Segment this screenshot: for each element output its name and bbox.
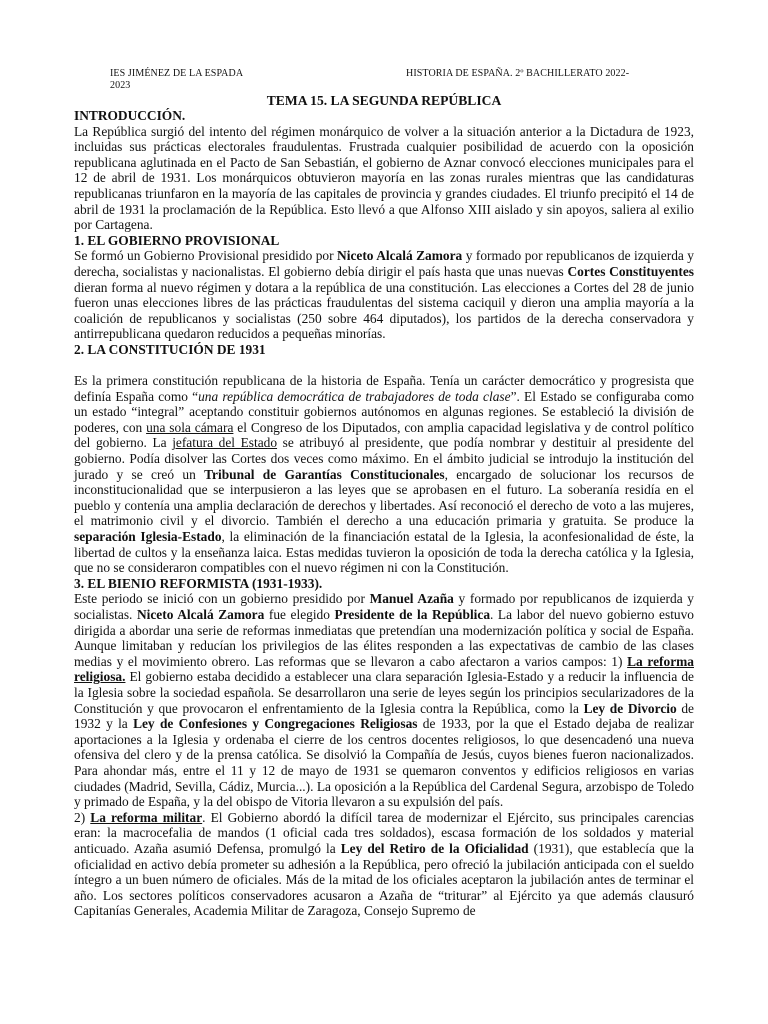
bold-term: separación Iglesia-Estado xyxy=(74,529,222,545)
bold-underlined-term: La reforma religiosa. xyxy=(74,653,694,685)
school-name: IES JIMÉNEZ DE LA ESPADA xyxy=(110,68,244,79)
bold-term: Presidente de la República xyxy=(334,607,491,622)
bold-term: Tribunal de Garantías Constitucionales xyxy=(204,466,445,482)
page-title: TEMA 15. LA SEGUNDA REPÚBLICA xyxy=(266,93,502,108)
paragraph-intro: La República surgió del intento del régimen monárquico de volver a la situación anterior a la Dictadura de 1923, incluidas sus prácticas electorales fraudulentas. Frustrada cualquier posibilidad de acuerdo con la oposición republicana aglutinada en el Pacto de San Sebastián, el gobierno de Aznar convocó elecciones municipales para el 12 de abril de 1931. Los monárquicos obtuvieron mayoría en las zonas rurales mientras que las candidaturas republicanas triunfaron en la mayoría de las capitales de provincia y grandes ciudades. El triunfo precipitó el 14 de abril de 1931 la proclamación de la República. Esto llevó a que Alfonso XIII aislado y sin apoyos, saliera al exilio por Cartagena. xyxy=(74,123,694,233)
paragraph-3b: 2) La reforma militar. El Gobierno abordó la difícil tarea de modernizar el Ejército, sus principales carencias eran: la macrocefalia de mandos (1 oficial cada tres soldados), escasa formación de los soldados y material anticuado. Azaña asumió Defensa, promulgó la Ley del Retiro de la Oficialidad (1931), que establecía que la oficialidad en activo debía prometer su adhesión a la República, pero ofreció la jubilación anticipada con el sueldo íntegro a un buen número de oficiales. Más de la mitad de los oficiales aceptaron la jubilación antes de terminar el año. Los sectores políticos conservadores acusaron a Azaña de “triturar” al Ejército ya que además clausuró Capitanías Generales, Academia Militar de Zaragoza, Consejo Supremo de xyxy=(74,809,694,919)
document-body xyxy=(74,108,694,919)
italic-quote: una república democrática de trabajadores de toda clase xyxy=(198,388,511,404)
underlined-term: jefatura del Estado xyxy=(172,435,278,451)
section-heading-intro: INTRODUCCIÓN. xyxy=(74,108,186,123)
bold-underlined-term: La reforma militar xyxy=(90,809,203,825)
bold-term: Ley de Confesiones y Congregaciones Religiosas xyxy=(133,716,418,732)
section-heading-2: 2. LA CONSTITUCIÓN DE 1931 xyxy=(74,341,266,357)
paragraph-3: Este periodo se inició con un gobierno presidido por Manuel Azaña y formado por republicanos de izquierda y socialistas. Niceto Alcalá Zamora fue elegido Presidente de la República. La labor del nuevo gobierno estuvo dirigida a abordar una serie de reformas inmediatas que pretendían una modernización política y social de España. Aunque limitaban y reducían los privilegios de las élites responden a las expectativas de cambio de las clases medias y el movimiento obrero. Las reformas que se llevaron a cabo afectaron a varios campos: 1) La reforma religiosa. El gobierno estaba decidido a establecer una clara separación Iglesia-Estado y a reducir la influencia de la Iglesia sobre la sociedad española. Se desarrollaron una serie de leyes según los principios secularizadores de la Constitución y que provocaron el enfrentamiento de la Iglesia contra la República, como la Ley de Divorcio de 1932 y la Ley de Confesiones y Congregaciones Religiosas de 1933, por la que el Estado dejaba de realizar aportaciones a la Iglesia y ordenaba el cierre de los centros docentes religiosos, lo que desencadenó una nueva ofensiva del clero y de la prensa católica. Se disolvió la Compañía de Jesús, cuyos bienes fueron nacionalizados. Para ahondar más, entre el 11 y 12 de mayo de 1931 se quemaron conventos y edificios religiosos en varias ciudades (Madrid, Sevilla, Cádiz, Murcia...). La oposición a la República del Cardenal Segura, arzobispo de Toledo y primado de España, y la del obispo de Vitoria llevaron a su expulsión del país. xyxy=(74,591,694,810)
course-name: HISTORIA DE ESPAÑA. 2º BACHILLERATO 2022- xyxy=(406,68,630,79)
section-heading-1: 1. EL GOBIERNO PROVISIONAL xyxy=(74,232,280,248)
bold-term: Ley de Divorcio xyxy=(583,700,677,716)
bold-term: Ley del Retiro de la Oficialidad xyxy=(340,840,529,856)
course-year: 2023 xyxy=(110,80,131,91)
section-heading-3: 3. EL BIENIO REFORMISTA (1931-1933). xyxy=(74,575,323,591)
paragraph-2: Es la primera constitución republicana de la historia de España. Tenía un carácter democrático y progresista que definía España como “una república democrática de trabajadores de toda clase”. El Estado se configuraba como un estado “integral” aceptando constituir gobiernos autónomos en algunas regiones. Se estableció la división de poderes, con una sola cámara el Congreso de los Diputados, con amplia capacidad legislativa y de control político del gobierno. La jefatura del Estado se atribuyó al presidente, que podía nombrar y destituir al presidente del gobierno. Podía disolver las Cortes dos veces como máximo. En el ámbito judicial se introdujo la institución del jurado y se creó un Tribunal de Garantías Constitucionales, encargado de solucionar los recursos de inconstitucionalidad que se interpusieron a las leyes que se aprobasen en el futuro. La soberanía residía en el pueblo y contenía una amplia declaración de derechos y libertades. Así reconoció el derecho de voto a las mujeres, el matrimonio civil y el divorcio. También el derecho a una educación primaria y gratuita. Se produce la separación Iglesia-Estado, la eliminación de la financiación estatal de la Iglesia, la aconfesionalidad de éste, la libertad de cultos y la enseñanza laica. Estas medidas tuvieron la oposición de toda la derecha católica y la Iglesia, que no se consideraron compatibles con el nuevo régimen ni con la Constitución. xyxy=(74,373,695,576)
bold-term: Cortes Constituyentes xyxy=(567,263,694,279)
bold-term: Niceto Alcalá Zamora xyxy=(337,248,463,264)
underlined-term: una sola cámara xyxy=(146,419,234,435)
blank-line xyxy=(74,358,694,374)
paragraph-1: Se formó un Gobierno Provisional presidido por Niceto Alcalá Zamora y formado por republicanos de izquierda y derecha, socialistas y nacionalistas. El gobierno debía dirigir el país hasta que unas nuevas Cortes Constituyentes dieran forma al nuevo régimen y dotara a la república de una constitución. Las elecciones a Cortes del 28 de junio fueron unas elecciones libres de las prácticas fraudulentas del sistema caciquil y dieron una amplia mayoría a la coalición de republicanos y socialistas (250 sobre 464 diputados), los partidos de la derecha conservadora y antirrepublicana quedaron reducidos a pequeñas minorías. xyxy=(74,248,695,342)
bold-term: Manuel Azaña xyxy=(369,591,454,607)
bold-term: Niceto Alcalá Zamora xyxy=(136,607,265,622)
